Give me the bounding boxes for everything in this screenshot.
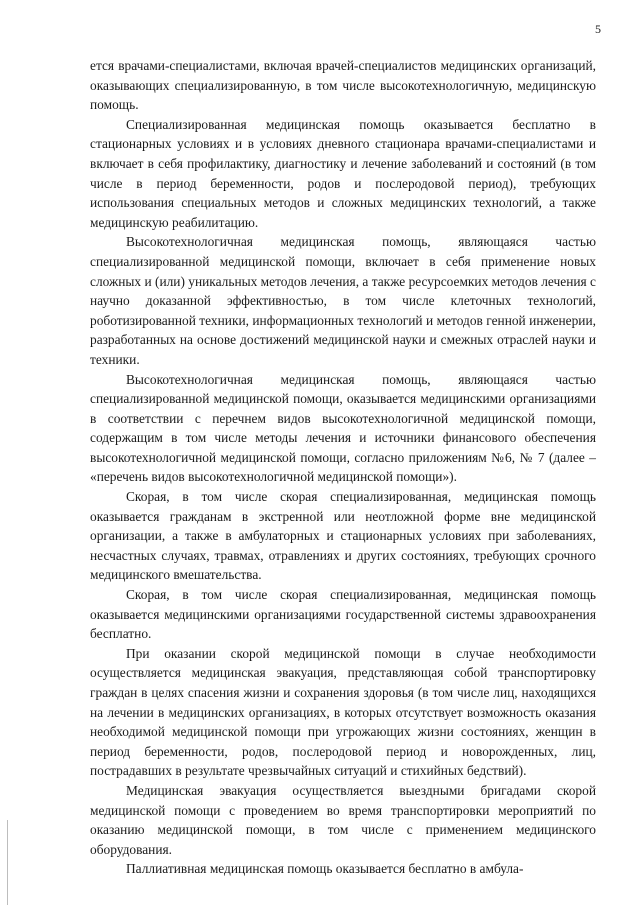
paragraph: Медицинская эвакуация осуществляется выездными бригадами скорой медицинской помощи с проведением во время транспортировки мероприятий по оказанию медицинской помощи, в том числе с применением медицинского оборудования. bbox=[90, 782, 596, 857]
paragraph: Специализированная медицинская помощь оказывается бесплатно в стационарных условиях и в условиях дневного стационара врачами-специалистами и включает в себя профилактику, диагностику и лечение заболеваний и состояний (в том числе в период беременности, родов и послеродовой период), требующих использования специальных методов и сложных медицинских технологий, а также медицинскую реабилитацию. bbox=[90, 116, 596, 230]
paragraph: Скорая, в том числе скорая специализированная, медицинская помощь оказывается гражданам в экстренной или неотложной форме вне медицинской организации, а также в амбулаторных и стационарных условиях при заболеваниях, несчастных случаях, травмах, отравлениях и других состояниях, требующих срочного медицинского вмешательства. bbox=[90, 489, 596, 583]
paragraph-continued: ется врачами-специалистами, включая врачей-специалистов медицинских организаций, оказывающих специализированную, в том числе высокотехнологичную, медицинскую помощь. bbox=[90, 58, 596, 113]
document-body bbox=[90, 56, 596, 879]
paragraph: Паллиативная медицинская помощь оказывается бесплатно в амбула- bbox=[126, 861, 524, 877]
paragraph: При оказании скорой медицинской помощи в случае необходимости осуществляется медицинская эвакуация, представляющая собой транспортировку граждан в целях спасения жизни и сохранения здоровья (в том числе лиц, находящихся на лечении в медицинских организациях, в которых отсутствует возможность оказания необходимой медицинской помощи при угрожающих жизни состояниях, женщин в период беременности, родов, послеродовой период и новорожденных, лиц, пострадавших в результате чрезвычайных ситуаций и стихийных бедствий). bbox=[90, 645, 596, 779]
scan-edge-line bbox=[7, 820, 8, 905]
page-number: 5 bbox=[595, 22, 601, 36]
paragraph: Высокотехнологичная медицинская помощь, являющаяся частью специализированной медицинской помощи, включает в себя применение новых сложных и (или) уникальных методов лечения, а также ресурсоемких методов лечения с научно доказанной эффективностью, в том числе клеточных технологий, роботизированной техники, информационных технологий и методов генной инженерии, разработанных на основе достижений медицинской науки и смежных отраслей науки и техники. bbox=[90, 234, 596, 367]
paragraph: Высокотехнологичная медицинская помощь, являющаяся частью специализированной медицинской помощи, оказывается медицинскими организациями в соответствии с перечнем видов высокотехнологичной медицинской помощи, содержащим в том числе методы лечения и источники финансового обеспечения высокотехнологичной медицинской помощи, согласно приложениям №6, № 7 (далее – «перечень видов высокотехнологичной медицинской помощи»). bbox=[90, 371, 596, 485]
paragraph: Скорая, в том числе скорая специализированная, медицинская помощь оказывается медицинскими организациями государственной системы здравоохранения бесплатно. bbox=[90, 587, 596, 642]
